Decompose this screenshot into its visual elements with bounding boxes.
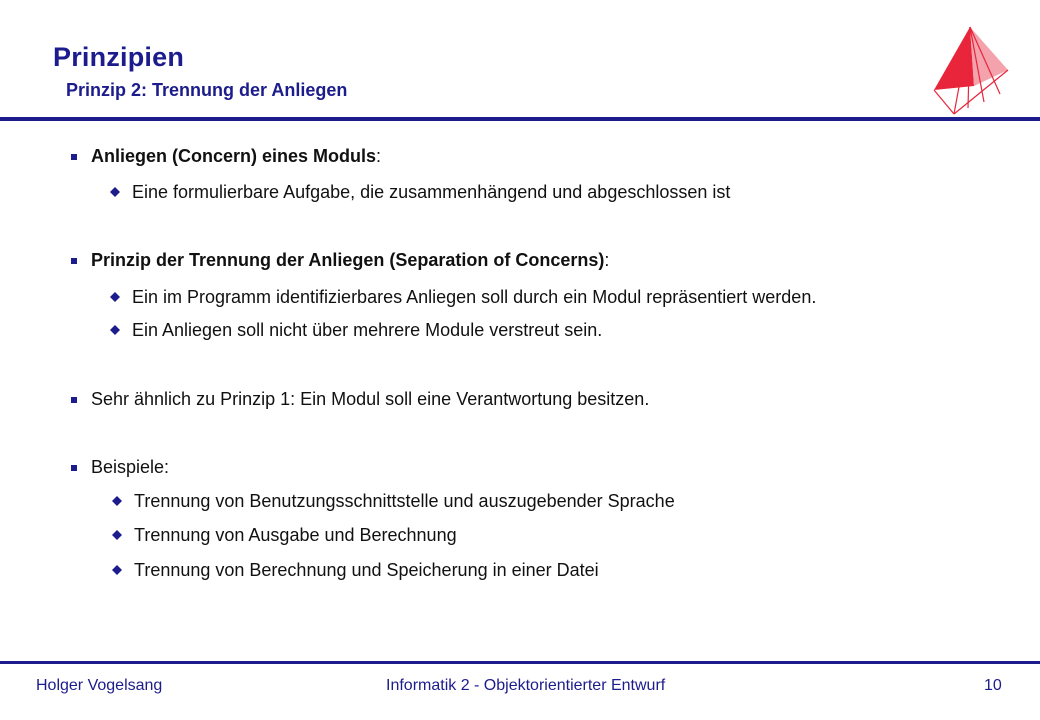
- diamond-bullet-icon: [112, 530, 122, 540]
- sub-item-text: Trennung von Ausgabe und Berechnung: [134, 525, 457, 545]
- item-text: :: [604, 250, 610, 270]
- square-bullet-icon: [71, 397, 77, 403]
- square-bullet-icon: [71, 465, 77, 471]
- sub-item-text: Ein Anliegen soll nicht über mehrere Module verstreut sein.: [132, 320, 603, 340]
- footer-page-number: 10: [984, 677, 1002, 694]
- item-bold-text: Prinzip der Trennung der Anliegen (Separation of Concerns): [91, 250, 605, 270]
- sub-bullet-item: [132, 182, 730, 203]
- sub-item-text: Eine formulierbare Aufgabe, die zusammenhängend und abgeschlossen ist: [132, 182, 731, 202]
- square-bullet-icon: [71, 154, 77, 160]
- sub-bullet-item: [134, 525, 457, 546]
- footer-course: Informatik 2 - Objektorientierter Entwurf: [386, 677, 666, 694]
- diamond-bullet-icon: [110, 292, 120, 302]
- sub-bullet-item: [132, 320, 602, 341]
- diamond-bullet-icon: [110, 325, 120, 335]
- diamond-bullet-icon: [112, 496, 122, 506]
- header-divider: [0, 117, 1040, 121]
- footer-divider: [0, 661, 1040, 664]
- bullet-item-similar: [91, 389, 649, 410]
- sub-item-text: Ein im Programm identifizierbares Anliegen soll durch ein Modul repräsentiert werden.: [132, 287, 817, 307]
- bullet-item-separation: [91, 250, 609, 271]
- sub-bullet-item: [134, 491, 675, 512]
- sail-logo-icon: [928, 24, 1012, 120]
- footer-author: Holger Vogelsang: [36, 677, 163, 694]
- item-text: :: [376, 146, 382, 166]
- bullet-item-concern: [91, 146, 381, 167]
- sub-item-text: Trennung von Berechnung und Speicherung in einer Datei: [134, 560, 599, 580]
- sub-bullet-item: [134, 560, 599, 581]
- sub-bullet-item: [132, 287, 816, 308]
- slide-subtitle: Prinzip 2: Trennung der Anliegen: [66, 80, 348, 100]
- item-text: Beispiele:: [91, 457, 170, 477]
- diamond-bullet-icon: [110, 187, 120, 197]
- diamond-bullet-icon: [112, 565, 122, 575]
- square-bullet-icon: [71, 258, 77, 264]
- item-bold-text: Anliegen (Concern) eines Moduls: [91, 146, 377, 166]
- sub-item-text: Trennung von Benutzungsschnittstelle und auszugebender Sprache: [134, 491, 675, 511]
- slide-title: Prinzipien: [53, 42, 185, 72]
- bullet-item-examples: [91, 457, 169, 478]
- item-text: Sehr ähnlich zu Prinzip 1: Ein Modul soll eine Verantwortung besitzen.: [91, 389, 650, 409]
